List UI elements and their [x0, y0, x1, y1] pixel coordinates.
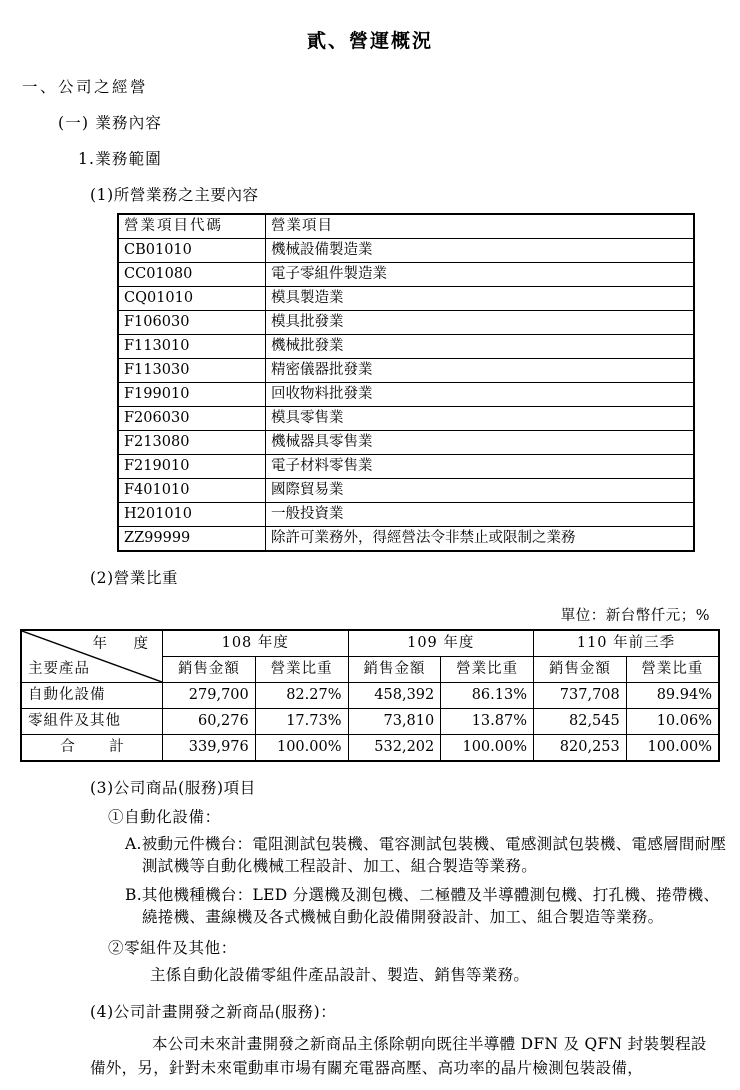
- business-code-cell: F206030: [118, 406, 266, 430]
- business-item-cell: 回收物料批發業: [266, 382, 695, 406]
- table-row: [118, 526, 694, 551]
- product-item-1b-text: 其他機種機台：LED 分選機及測包機、二極體及半導體測包機、打孔機、捲帶機、繞捲機、畫線機及各式機械自動化設備開發設計、加工、組合製造等業務。: [141, 885, 720, 927]
- subheader-amount-0: 銷售金額: [163, 656, 256, 682]
- product-item-1a: [125, 833, 730, 878]
- table-row: [21, 682, 719, 708]
- year-header-2: 110 年前三季: [534, 630, 720, 657]
- revenue-section-heading: (2)營業比重: [90, 568, 179, 587]
- heading-level-1: 一、公司之經營: [22, 77, 149, 96]
- sales-amount-cell: 532,202: [348, 734, 441, 761]
- business-code-cell: F213080: [118, 430, 266, 454]
- heading-level-4: (1)所營業務之主要內容: [90, 185, 259, 204]
- table-row: [118, 502, 694, 526]
- product-item-2-text: 主係自動化設備零組件產品設計、製造、銷售等業務。: [150, 965, 530, 984]
- unit-note: 單位：新台幣仟元；%: [560, 607, 710, 624]
- subheader-percent-1: 營業比重: [441, 656, 534, 682]
- business-item-cell: 機械器具零售業: [266, 430, 695, 454]
- product-item-1a-label: A.: [125, 834, 142, 853]
- revenue-percent-cell: 100.00%: [441, 734, 534, 761]
- revenue-table-wrapper: [20, 629, 720, 762]
- year-header-0: 108 年度: [163, 630, 349, 657]
- sales-amount-cell: 820,253: [534, 734, 627, 761]
- business-code-cell: F219010: [118, 454, 266, 478]
- product-item-1b-label: B.: [125, 885, 142, 904]
- new-products-heading: (4)公司計畫開發之新商品(服務)：: [90, 1003, 337, 1022]
- business-item-cell: 除許可業務外，得經營法令非禁止或限制之業務: [266, 526, 695, 551]
- business-code-cell: H201010: [118, 502, 266, 526]
- business-code-cell: CC01080: [118, 262, 266, 286]
- product-item-2-label: ②零組件及其他：: [108, 938, 237, 957]
- table-row: [118, 454, 694, 478]
- heading-level-3: 1.業務範圍: [78, 149, 162, 168]
- product-name-cell: 自動化設備: [21, 682, 163, 708]
- table-row: [21, 734, 719, 761]
- business-item-cell: 模具零售業: [266, 406, 695, 430]
- product-name-cell: 合 計: [21, 734, 163, 761]
- business-code-cell: F113030: [118, 358, 266, 382]
- revenue-percent-cell: 100.00%: [626, 734, 719, 761]
- business-item-cell: 電子零組件製造業: [266, 262, 695, 286]
- revenue-percent-cell: 17.73%: [255, 708, 348, 734]
- subheader-percent-0: 營業比重: [255, 656, 348, 682]
- business-items-table: [117, 213, 695, 552]
- revenue-percent-cell: 100.00%: [255, 734, 348, 761]
- table-row: [118, 238, 694, 262]
- corner-header-cell: [21, 630, 163, 683]
- header-business-code: 營業項目代碼: [118, 214, 266, 239]
- revenue-percent-cell: 10.06%: [626, 708, 719, 734]
- product-name-cell: 零組件及其他: [21, 708, 163, 734]
- business-item-cell: 精密儀器批發業: [266, 358, 695, 382]
- revenue-percent-cell: 86.13%: [441, 682, 534, 708]
- product-item-1b: [125, 884, 730, 929]
- business-item-cell: 模具製造業: [266, 286, 695, 310]
- product-item-1-label: ①自動化設備：: [108, 807, 221, 826]
- corner-label-year: 年 度: [92, 635, 154, 652]
- business-code-cell: ZZ99999: [118, 526, 266, 551]
- business-code-cell: CB01010: [118, 238, 266, 262]
- sales-amount-cell: 458,392: [348, 682, 441, 708]
- business-item-cell: 一般投資業: [266, 502, 695, 526]
- business-code-cell: F401010: [118, 478, 266, 502]
- table-row: [118, 262, 694, 286]
- revenue-percent-cell: 13.87%: [441, 708, 534, 734]
- heading-level-2: (一) 業務內容: [58, 113, 163, 132]
- business-item-cell: 機械設備製造業: [266, 238, 695, 262]
- table-row: [21, 708, 719, 734]
- business-item-cell: 電子材料零售業: [266, 454, 695, 478]
- products-section-heading: (3)公司商品(服務)項目: [90, 778, 256, 797]
- revenue-proportion-table: [20, 629, 720, 762]
- table-row: [118, 310, 694, 334]
- revenue-year-header-row: [21, 630, 719, 657]
- business-code-cell: F106030: [118, 310, 266, 334]
- revenue-percent-cell: 82.27%: [255, 682, 348, 708]
- sales-amount-cell: 60,276: [163, 708, 256, 734]
- table-row: [118, 334, 694, 358]
- business-item-cell: 模具批發業: [266, 310, 695, 334]
- subheader-amount-2: 銷售金額: [534, 656, 627, 682]
- product-item-1a-text: 被動元件機台：電阻測試包裝機、電容測試包裝機、電感測試包裝機、電感層間耐壓測試機等自動化機械工程設計、加工、組合製造等業務。: [141, 834, 727, 876]
- new-products-body: 本公司未來計畫開發之新商品主係除朝向既往半導體 DFN 及 QFN 封裝製程設備外，另，針對未來電動車市場有關充電器高壓、高功率的晶片檢測包裝設備，: [90, 1035, 707, 1078]
- business-item-cell: 機械批發業: [266, 334, 695, 358]
- year-header-1: 109 年度: [348, 630, 534, 657]
- revenue-percent-cell: 89.94%: [626, 682, 719, 708]
- header-business-item: 營業項目: [266, 214, 695, 239]
- sales-amount-cell: 339,976: [163, 734, 256, 761]
- subheader-percent-2: 營業比重: [626, 656, 719, 682]
- subheader-amount-1: 銷售金額: [348, 656, 441, 682]
- table-row: [118, 358, 694, 382]
- business-items-table-wrapper: [117, 213, 670, 552]
- business-code-cell: CQ01010: [118, 286, 266, 310]
- table-row: [118, 430, 694, 454]
- table-row: [118, 286, 694, 310]
- revenue-table-body: [21, 682, 719, 761]
- business-code-cell: F113010: [118, 334, 266, 358]
- business-item-cell: 國際貿易業: [266, 478, 695, 502]
- document-page: [0, 30, 740, 1090]
- sales-amount-cell: 279,700: [163, 682, 256, 708]
- table-row: [118, 382, 694, 406]
- sales-amount-cell: 73,810: [348, 708, 441, 734]
- sales-amount-cell: 737,708: [534, 682, 627, 708]
- corner-label-product: 主要產品: [28, 660, 90, 677]
- business-items-body: [118, 238, 694, 551]
- table-row: [118, 478, 694, 502]
- sales-amount-cell: 82,545: [534, 708, 627, 734]
- table-header-row: [118, 214, 694, 239]
- table-row: [118, 406, 694, 430]
- page-title: 貳、營運概況: [306, 30, 433, 52]
- business-code-cell: F199010: [118, 382, 266, 406]
